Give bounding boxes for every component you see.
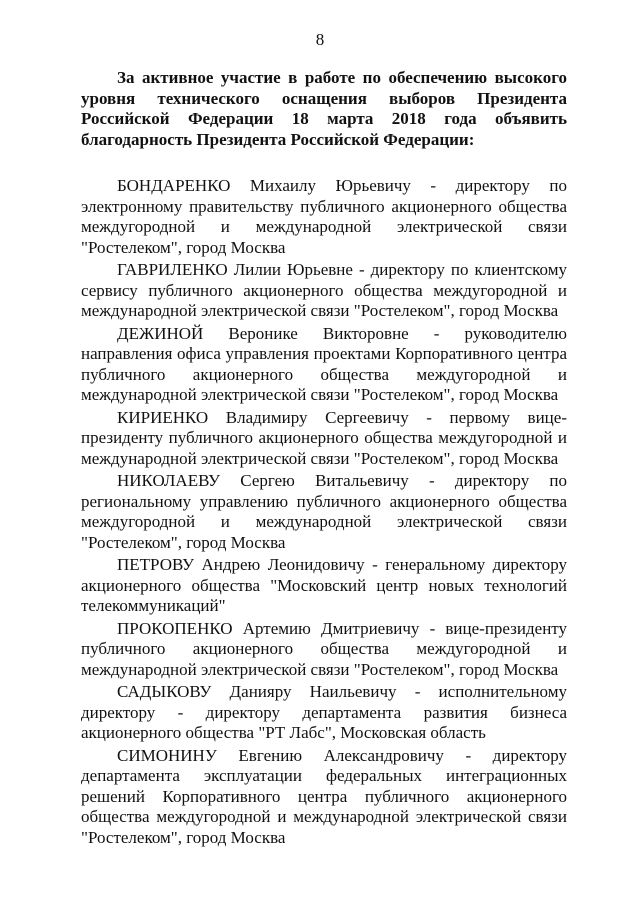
award-entry-prokopenko: ПРОКОПЕНКО Артемию Дмитриевичу - вице-президенту публичного акционерного общества междугородной и международной электрической связи "Ростелеком", город Москва — [81, 618, 567, 679]
decree-heading: За активное участие в работе по обеспечению высокого уровня технического оснащения выборов Президента Российской Федерации 18 марта 2018 года объявить благодарность Президента Российской Федерации: — [81, 68, 567, 149]
award-entry-kirienko: КИРИЕНКО Владимиру Сергеевичу - первому вице-президенту публичного акционерного общества междугородной и международной электрической связи "Ростелеком", город Москва — [81, 407, 567, 468]
award-entry-nikolaev: НИКОЛАЕВУ Сергею Витальевичу - директору по региональному управлению публичного акционерного общества междугородной и международной электрической связи "Ростелеком", город Москва — [81, 471, 567, 552]
award-entry-simonin: СИМОНИНУ Евгению Александровичу - директору департамента эксплуатации федеральных интеграционных решений Корпоративного центра публичного акционерного общества междугородной и международной электрической связи "Ростелеком", город Москва — [81, 745, 567, 847]
award-entry-sadykov: САДЫКОВУ Данияру Наильевичу - исполнительному директору - директору департамента развития бизнеса акционерного общества "РТ Лабс", Московская область — [81, 682, 567, 742]
award-entry-gavrilenko: ГАВРИЛЕНКО Лилии Юрьевне - директору по клиентскому сервису публичного акционерного общества междугородной и международной электрической связи "Ростелеком", город Москва — [81, 260, 567, 320]
page-number: 8 — [315, 30, 325, 49]
award-entry-dezhina: ДЕЖИНОЙ Веронике Викторовне - руководителю направления офиса управления проектами Корпоративного центра публичного акционерного общества междугородной и международной электрической связи "Ростелеком", город Москва — [81, 323, 567, 404]
award-entry-petrov: ПЕТРОВУ Андрею Леонидовичу - генеральному директору акционерного общества "Московский центр новых технологий телекоммуникаций" — [81, 555, 567, 615]
award-list — [81, 176, 567, 850]
award-entry-bondarenko: БОНДАРЕНКО Михаилу Юрьевичу - директору по электронному правительству публичного акционерного общества междугородной и международной электрической связи "Ростелеком", город Москва — [81, 176, 567, 257]
